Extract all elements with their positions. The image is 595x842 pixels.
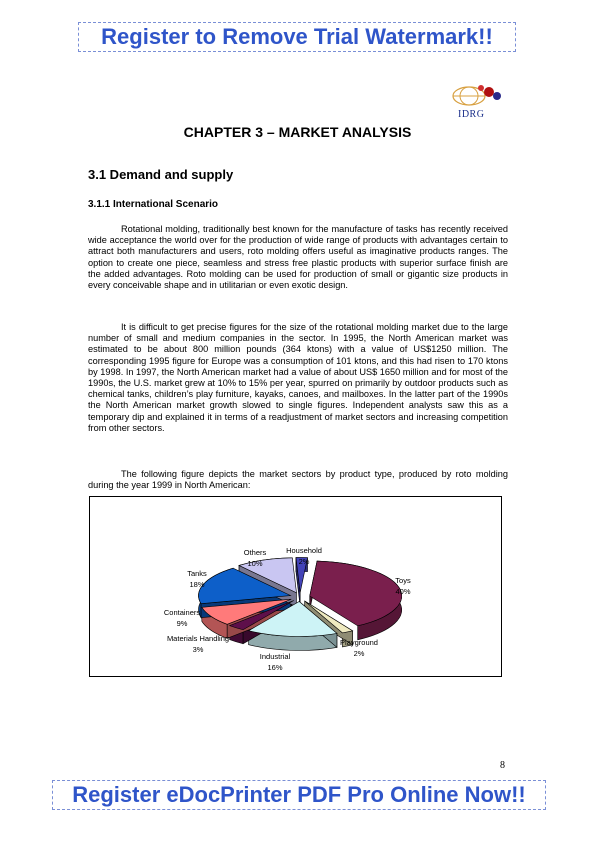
chapter-title: CHAPTER 3 – MARKET ANALYSIS — [183, 124, 412, 140]
pie-percent-label: 2% — [298, 557, 310, 566]
pie-label: Tanks — [187, 569, 207, 578]
logo-text: IDRG — [458, 109, 485, 120]
pie-label: Containers — [163, 608, 201, 617]
pie-label: Materials Handling — [166, 634, 230, 643]
pie-label: Household — [286, 546, 322, 555]
paragraph: It is difficult to get precise figures for the size of the rotational molding market due to the large number of small and medium companies in the sector. In 1995, the North American market was estimated to be about 800 million pounds (364 ktons) with a value of US$1250 million. The corresponding 1995 figure for Europe was a consumption of 101 ktons, and this had risen to 170 ktons by 1998. In 1997, the North American market had a value of about US$ 1650 million and for most of the 1990s, the U.S. market grew at 10% to 15% per year, spurred on primarily by outdoor products such as chemical tanks, children’s play furniture, kayaks, canoes, and mailboxes. In the latter part of the 1990s the North American market growth slowed to single figures. Independent analysts saw this as a temporary dip and explained it in terms of a readjustment of market sectors and increasing competition from other sectors. — [88, 322, 508, 433]
pie-percent-label: 18% — [189, 580, 205, 589]
watermark-top: Register to Remove Trial Watermark!! — [78, 22, 516, 52]
pie-percent-label: 2% — [353, 649, 365, 658]
section-title: 3.1 Demand and supply — [88, 167, 234, 182]
pie-percent-label: 9% — [176, 619, 188, 628]
paragraph: Rotational molding, traditionally best known for the manufacture of tasks has recently received wide acceptance the world over for the production of wide range of products with advantages certain to attract both manufacturers and users, roto molding offers useful as imaginative products ranges. The option to create one piece, seamless and stress free plastic products with superior surface finish are the added advantages. Roto molding can be used for production of small or gigantic size products in every conceivable shape and in utilitarian or even exotic design. — [88, 224, 508, 291]
pie-label: Toys — [395, 576, 411, 585]
page-number: 8 — [500, 760, 505, 771]
pie-percent-label: 3% — [192, 645, 204, 654]
market-sector-pie-chart — [89, 496, 502, 677]
pie-label: Industrial — [259, 652, 291, 661]
pie-label: Playground — [340, 638, 378, 647]
pie-percent-label: 10% — [247, 559, 263, 568]
paragraph: The following figure depicts the market sectors by product type, produced by roto molding during the year 1999 in North American: — [88, 469, 508, 491]
pie-percent-label: 16% — [267, 663, 283, 672]
watermark-bottom: Register eDocPrinter PDF Pro Online Now!! — [52, 780, 546, 810]
pie-percent-label: 40% — [395, 587, 411, 596]
pie-label: Others — [243, 548, 267, 557]
subsection-title: 3.1.1 International Scenario — [88, 199, 219, 210]
